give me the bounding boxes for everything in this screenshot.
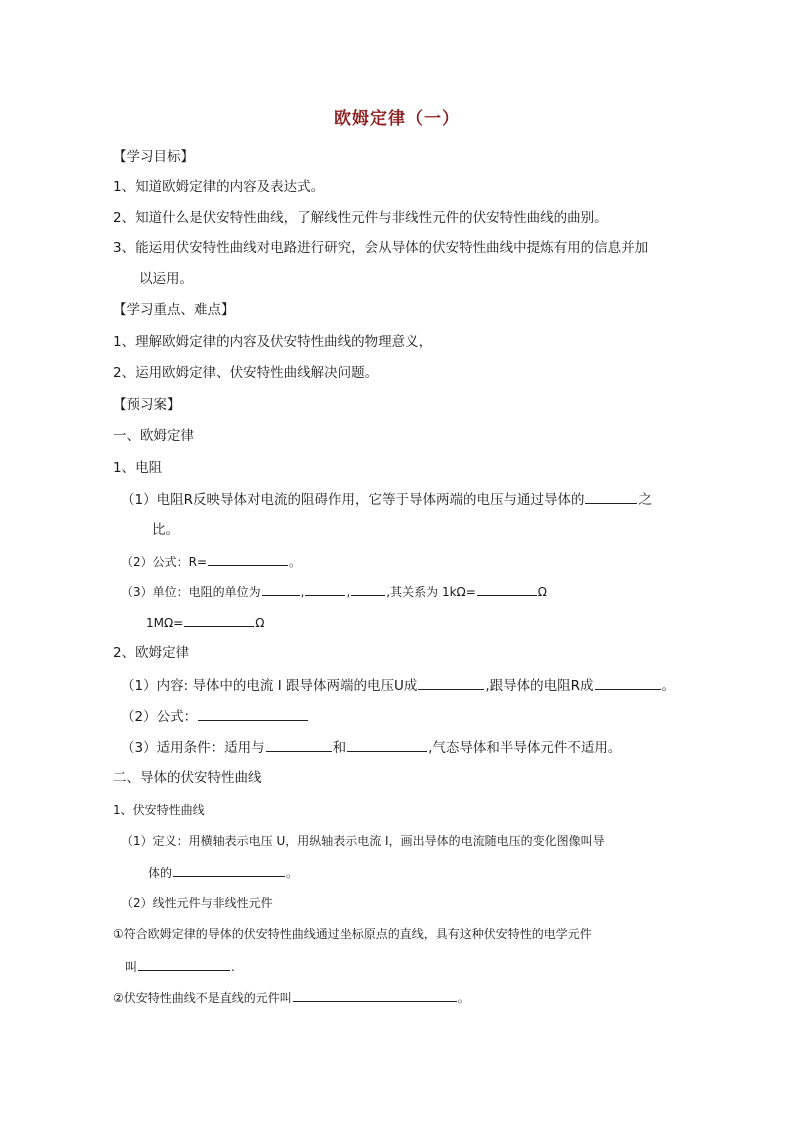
objective-item-3: 3、能运用伏安特性曲线对电路进行研究，会从导体的伏安特性曲线中提炼有用的信息并加	[113, 240, 649, 256]
question-resistance-definition: （1）电阻R反映导体对电流的阻碍作用，它等于导体两端的电压与通过导体的 之	[121, 489, 652, 510]
objectives-heading: 【学习目标】	[113, 149, 194, 165]
objective-item-3-cont: 以运用。	[139, 271, 193, 287]
keypoint-item-1: 1、理解欧姆定律的内容及伏安特性曲线的物理意义，	[113, 334, 433, 350]
subsection-iv-curve: 1、伏安特性曲线	[113, 803, 205, 817]
answer-blank[interactable]	[262, 581, 300, 596]
question-unit-cont: 1MΩ= Ω	[146, 612, 264, 633]
question-formula: （2）公式：R= 。	[121, 551, 301, 572]
question-iv-definition: （1）定义：用横轴表示电压 U，用纵轴表示电流 I，画出导体的电流随电压的变化图像叫导	[121, 834, 605, 848]
subsection-resistance: 1、电阻	[113, 460, 163, 476]
question-iv-definition-cont: 体的 。	[148, 862, 298, 883]
keypoint-item-2: 2、运用欧姆定律、伏安特性曲线解决问题。	[113, 365, 379, 381]
answer-blank[interactable]	[595, 675, 661, 690]
subsection-ohms-law: 2、欧姆定律	[113, 645, 190, 661]
answer-blank[interactable]	[418, 675, 484, 690]
section-ohms-law: 一、欧姆定律	[113, 428, 194, 444]
answer-blank[interactable]	[184, 612, 254, 627]
document-title: 欧姆定律（一）	[334, 109, 460, 129]
answer-blank[interactable]	[293, 987, 457, 1002]
answer-blank[interactable]	[138, 956, 230, 971]
preview-heading: 【预习案】	[113, 397, 181, 413]
answer-blank[interactable]	[477, 581, 537, 596]
objective-item-2: 2、知道什么是伏安特性曲线，了解线性元件与非线性元件的伏安特性曲线的曲别。	[113, 210, 608, 226]
question-nonlinear-element-def: ②伏安特性曲线不是直线的元件叫 。	[113, 987, 470, 1008]
question-law-content: （1）内容: 导体中的电流 I 跟导体两端的电压U成 ,跟导体的电阻R成 。	[121, 675, 675, 696]
answer-blank[interactable]	[208, 551, 288, 566]
answer-blank[interactable]	[305, 581, 345, 596]
answer-blank[interactable]	[173, 862, 285, 877]
answer-blank[interactable]	[198, 706, 308, 721]
question-linear-element-def: ①符合欧姆定律的导体的伏安特性曲线通过坐标原点的直线，具有这种伏安特性的电学元件	[113, 927, 592, 941]
question-law-formula: （2）公式：	[121, 706, 309, 727]
answer-blank[interactable]	[351, 581, 385, 596]
keypoints-heading: 【学习重点、难点】	[113, 302, 235, 318]
question-law-conditions: （3）适用条件：适用与 和 ,气态导体和半导体元件不适用。	[121, 737, 621, 758]
question-resistance-definition-cont: 比。	[152, 522, 179, 538]
objective-item-1: 1、知道欧姆定律的内容及表达式。	[113, 179, 325, 195]
answer-blank[interactable]	[347, 737, 427, 752]
question-linear-element-def-cont: 叫 .	[125, 956, 235, 977]
question-unit: （3）单位：电阻的单位为 , , ,其关系为 1kΩ= Ω	[121, 581, 547, 602]
answer-blank[interactable]	[266, 737, 332, 752]
question-linear-elements: （2）线性元件与非线性元件	[121, 896, 273, 910]
answer-blank[interactable]	[585, 489, 637, 504]
section-iv-curve: 二、导体的伏安特性曲线	[113, 770, 262, 786]
